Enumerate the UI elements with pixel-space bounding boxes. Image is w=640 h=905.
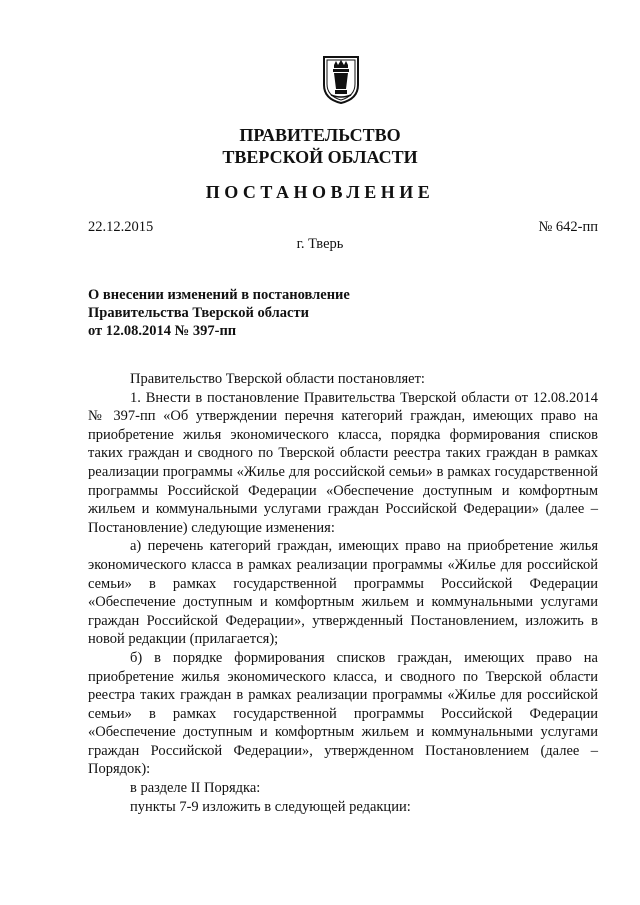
body-paragraph-intro: Правительство Тверской области постановляет: <box>130 371 425 387</box>
body-paragraph-a: а) перечень категорий граждан, имеющих право на приобретение жилья экономического класса в рамках реализации программы «Жилье для российской семьи» в рамках государственной программы Российской Федерации «Обеспечение доступным и комфортным жильем и коммунальными услугами граждан Российской Федерации», утвержденный Постановлением, изложить в новой редакции (прилагается); <box>88 538 598 648</box>
coat-of-arms-icon <box>322 55 360 105</box>
document-subject <box>88 286 350 340</box>
org-name-line-2: ТВЕРСКОЙ ОБЛАСТИ <box>222 147 418 167</box>
subject-line-1: О внесении изменений в постановление <box>88 287 350 303</box>
document-type-heading: ПОСТАНОВЛЕНИЕ <box>205 182 435 202</box>
body-paragraph-b: б) в порядке формирования списков граждан, имеющих право на приобретение жилья экономического класса, и сводного по Тверской области реестра таких граждан в рамках реализации программы «Жилье для российской семьи» в рамках государственной программы Российской Федерации «Обеспечение доступным и комфортным жильем и коммунальными услугами граждан Российской Федерации», утвержденном Постановлением (далее – Порядок): <box>88 649 598 778</box>
body-paragraph-points: пункты 7-9 изложить в следующей редакции: <box>130 798 411 815</box>
document-city: г. Тверь <box>296 236 344 252</box>
document-body <box>88 370 598 816</box>
subject-line-3: от 12.08.2014 № 397-пп <box>88 323 237 339</box>
body-paragraph-1: 1. Внести в постановление Правительства Тверской области от 12.08.2014 № 397-пп «Об утверждении перечня категорий граждан, имеющих право на приобретение жилья экономического класса, порядка формирования списков таких граждан и сводного по Тверской области реестра таких граждан в рамках реализации программы «Жилье для российской семьи» в рамках государственной программы Российской Федерации «Обеспечение доступным и комфортным жильем и коммунальными услугами граждан Российской Федерации» (далее – Постановление) следующие изменения: <box>88 389 598 536</box>
subject-line-2: Правительства Тверской области <box>88 305 309 321</box>
body-paragraph-section-ii: в разделе II Порядка: <box>130 780 261 797</box>
document-number: № 642-пп <box>538 219 598 235</box>
org-name-line-1: ПРАВИТЕЛЬСТВО <box>239 125 401 145</box>
document-date: 22.12.2015 <box>88 219 154 235</box>
